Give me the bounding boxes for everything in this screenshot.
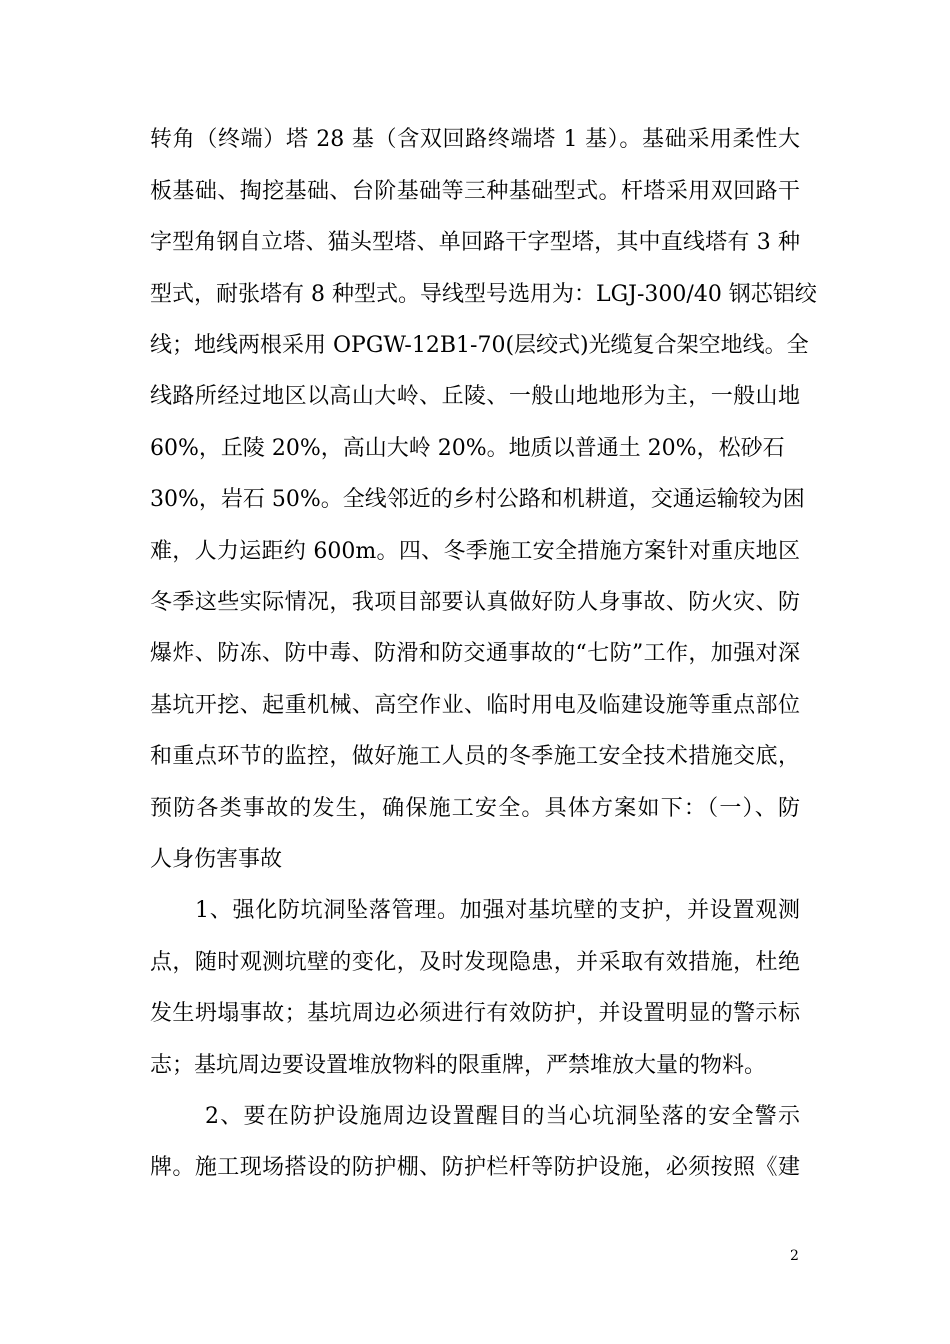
text-line: 60%，丘陵 20%，高山大岭 20%。地质以普通土 20%，松砂石 [150,436,785,461]
text-line: 牌。施工现场搭设的防护棚、防护栏杆等防护设施，必须按照《建 [150,1155,800,1180]
text-line: 板基础、掏挖基础、台阶基础等三种基础型式。杆塔采用双回路干 [150,179,800,204]
text-line: 转角（终端）塔 28 基（含双回路终端塔 1 基）。基础采用柔性大 [150,127,800,152]
text-line: 点，随时观测坑壁的变化，及时发现隐患，并采取有效措施，杜绝 [150,950,800,975]
text-line: 难，人力运距约 600m。四、冬季施工安全措施方案针对重庆地区 [150,539,800,564]
text-line: 线；地线两根采用 OPGW-12B1-70(层绞式)光缆复合架空地线。全 [150,333,809,358]
text-line: 线路所经过地区以高山大岭、丘陵、一般山地地形为主，一般山地 [150,384,800,409]
text-line: 30%，岩石 50%。全线邻近的乡村公路和机耕道，交通运输较为困 [150,487,805,512]
text-line: 发生坍塌事故；基坑周边必须进行有效防护，并设置明显的警示标 [150,1001,800,1026]
text-line: 和重点环节的监控，做好施工人员的冬季施工安全技术措施交底， [150,744,800,769]
text-line: 型式，耐张塔有 8 种型式。导线型号选用为：LGJ-300/40 钢芯铝绞 [150,282,817,307]
page-number: 2 [790,1248,799,1264]
text-line: 2、要在防护设施周边设置醒目的当心坑洞坠落的安全警示 [205,1104,800,1129]
text-line: 基坑开挖、起重机械、高空作业、临时用电及临建设施等重点部位 [150,693,800,718]
text-line: 字型角钢自立塔、猫头型塔、单回路干字型塔，其中直线塔有 3 种 [150,230,800,255]
text-line: 人身伤害事故 [150,847,283,872]
text-line: 预防各类事故的发生，确保施工安全。具体方案如下：（一）、防 [150,796,800,821]
text-line: 志；基坑周边要设置堆放物料的限重牌，严禁堆放大量的物料。 [150,1053,767,1078]
text-line: 冬季这些实际情况，我项目部要认真做好防人身事故、防火灾、防 [150,590,800,615]
text-line: 1、强化防坑洞坠落管理。加强对基坑壁的支护，并设置观测 [195,898,800,923]
text-line: 爆炸、防冻、防中毒、防滑和防交通事故的“七防”工作，加强对深 [150,641,800,666]
